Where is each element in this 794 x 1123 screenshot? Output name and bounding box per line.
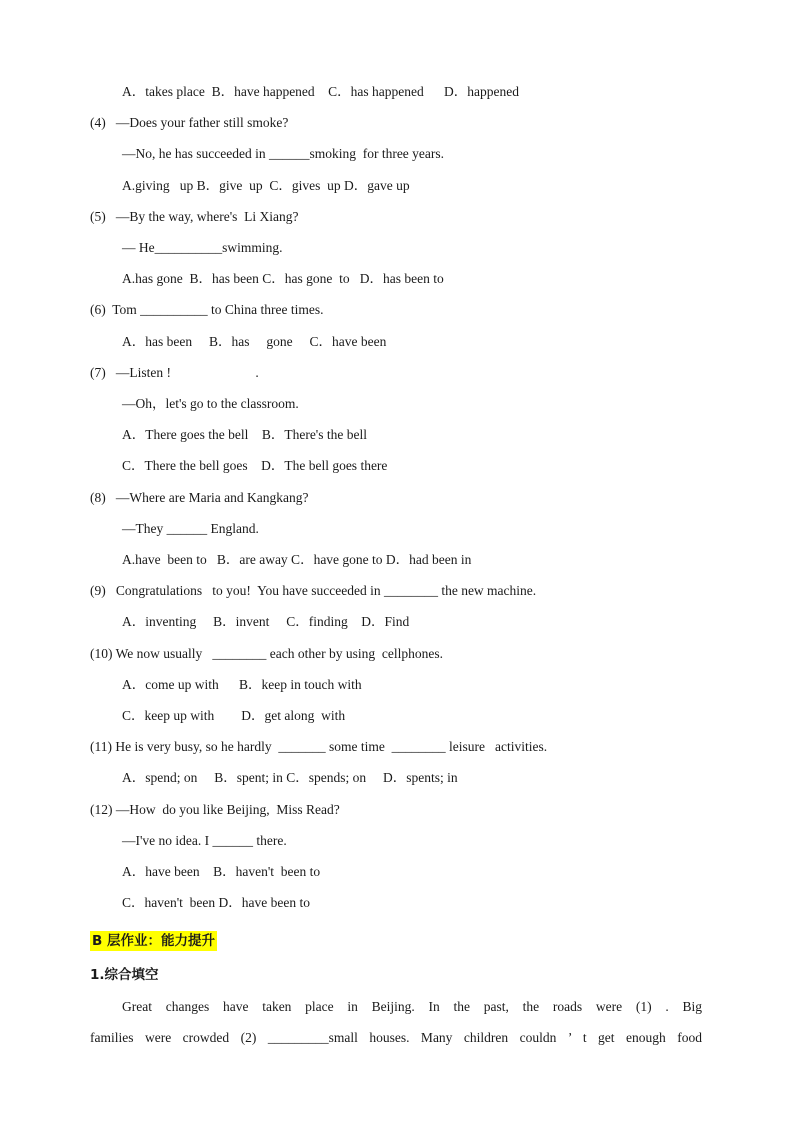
q6-options: A．has been B．has gone C．have been [122,334,387,349]
q9-stem: (9) Congratulations to you! You have succeeded in ________ the new machine. [90,583,537,598]
section-1-heading: 1.综合填空 [90,967,159,983]
q10-options-2: C．keep up with D．get along with [122,708,346,723]
q9-options: A．inventing B．invent C．finding D．Find [122,614,410,629]
q10-stem: (10) We now usually ________ each other by using cellphones. [90,646,443,661]
q7-options-2: C．There the bell goes D．The bell goes there [122,458,388,473]
q5-stem: (5) —By the way, where's Li Xiang? [90,209,299,224]
q6-stem: (6) Tom __________ to China three times. [90,302,324,317]
q12-reply: —I've no idea. I ______ there. [122,833,287,848]
passage-line-2: families were crowded (2) _________small houses. Many children couldn ’ t get enough food [90,1030,702,1045]
q4-options: A.giving up B．give up C．gives up D．gave up [122,178,410,193]
q12-options-2: C．haven't been D．have been to [122,895,310,910]
q12-stem: (12) —How do you like Beijing, Miss Read? [90,802,340,817]
section-b-heading: B 层作业：能力提升 [92,933,215,949]
q7-stem: (7) —Listen ! . [90,365,259,380]
q12-options-1: A．have been B．haven't been to [122,864,321,879]
passage-line-1: Great changes have taken place in Beijing. In the past, the roads were (1) . Big [122,999,702,1014]
q5-options: A.has gone B．has been C．has gone to D．has been to [122,271,444,286]
q3-options: A．takes place B．have happened C．has happened D．happened [122,84,520,99]
q4-stem: (4) —Does your father still smoke? [90,115,289,130]
q4-reply: —No, he has succeeded in ______smoking for three years. [122,146,445,161]
q8-stem: (8) —Where are Maria and Kangkang? [90,490,309,505]
q7-options-1: A．There goes the bell B．There's the bell [122,427,367,442]
q11-stem: (11) He is very busy, so he hardly _______ some time ________ leisure activities. [90,739,548,754]
q8-options: A.have been to B．are away C．have gone to D．had been in [122,552,472,567]
q11-options: A．spend; on B．spent; in C．spends; on D．spents; in [122,770,458,785]
q7-reply: —Oh，let's go to the classroom. [122,396,299,411]
q8-reply: —They ______ England. [122,521,259,536]
q10-options-1: A．come up with B．keep in touch with [122,677,362,692]
q5-reply: — He__________swimming. [122,240,283,255]
